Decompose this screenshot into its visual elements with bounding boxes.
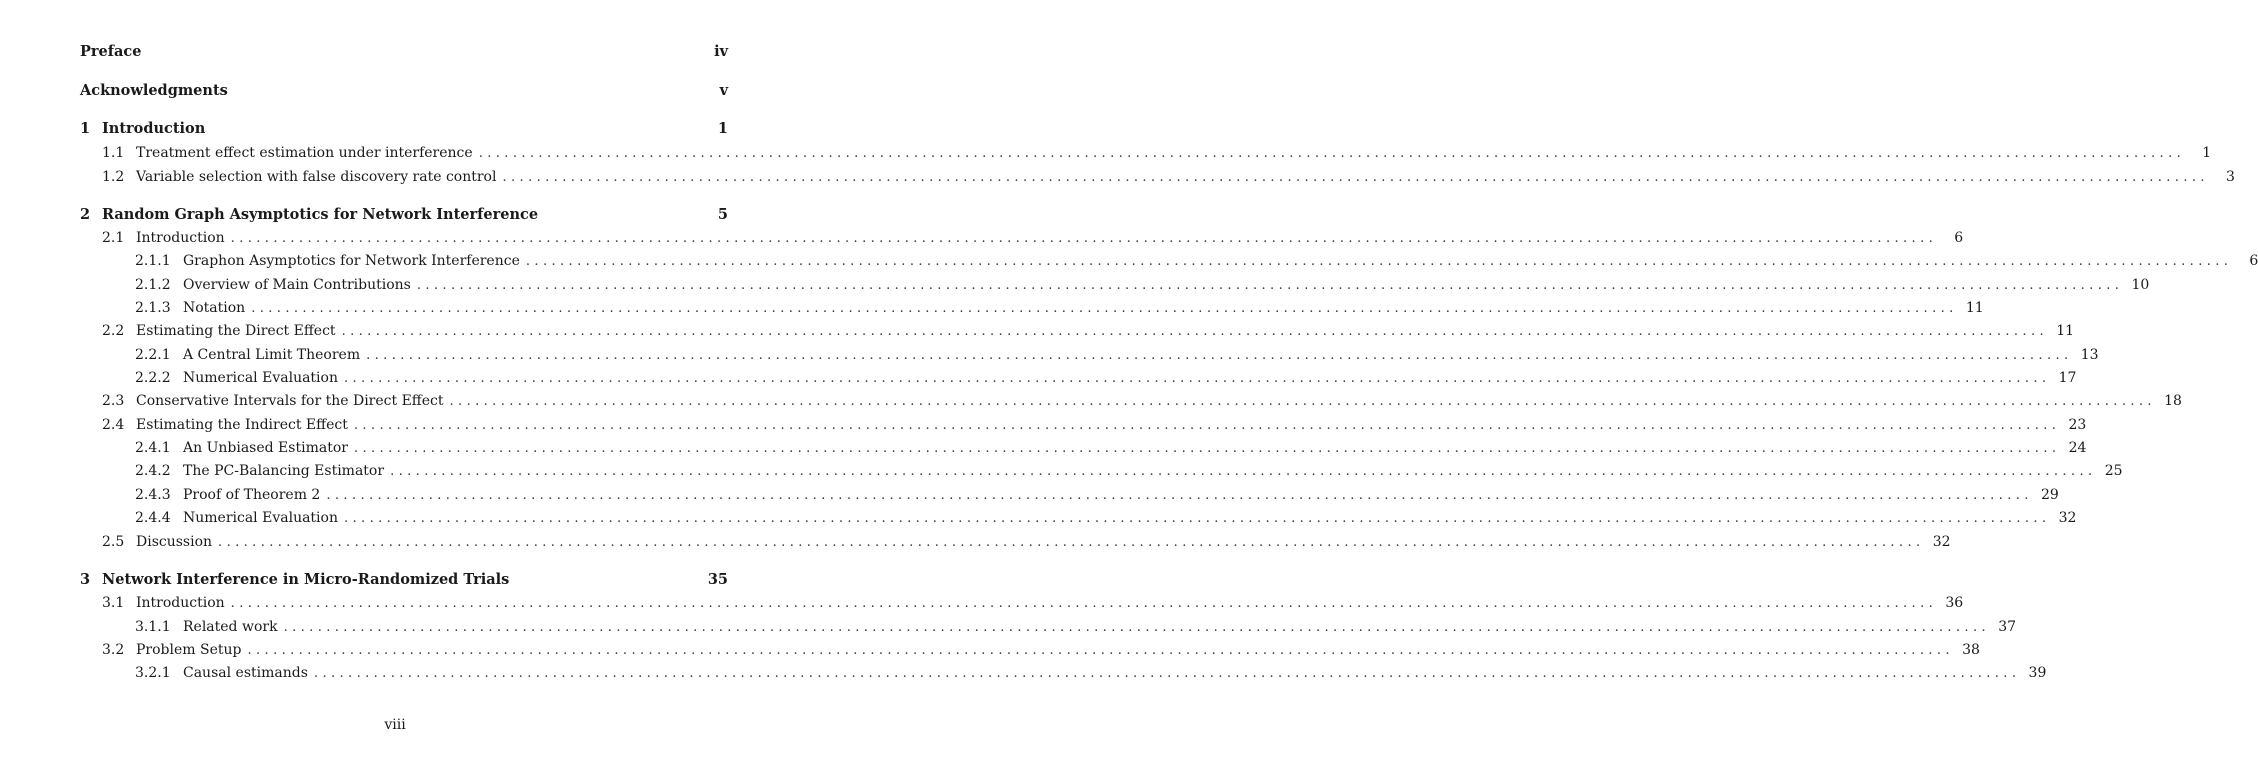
toc-entry-number: 2.4.1 <box>135 440 171 456</box>
toc-entry-number: 3.1 <box>102 595 125 611</box>
toc-entry-title: Overview of Main Contributions <box>183 277 411 293</box>
toc-entry[interactable] <box>80 416 2087 435</box>
dot-leader: ........................................................................................................................................................................................................ <box>390 464 2097 479</box>
toc-entry-page: 32 <box>2058 510 2077 526</box>
dot-leader: ........................................................................................................................................................................................................ <box>313 666 2021 681</box>
toc-entry[interactable] <box>80 486 2059 505</box>
toc-entry-number: 2 <box>80 206 91 223</box>
toc-entry-page: 10 <box>2131 277 2150 293</box>
toc-entry-title: Problem Setup <box>136 642 242 658</box>
toc-entry-title: Related work <box>183 619 278 635</box>
toc-entry[interactable] <box>80 206 728 224</box>
toc-entry-title: A Central Limit Theorem <box>183 347 361 363</box>
dot-leader: ........................................................................................................................................................................................................ <box>416 278 2124 293</box>
toc-entry-number: 2.2.2 <box>135 370 171 386</box>
toc-entry[interactable] <box>80 252 2258 271</box>
toc-entry-number: 3.1.1 <box>135 619 171 635</box>
dot-leader: ........................................................................................................................................................................................................ <box>341 324 2049 339</box>
toc-entry-title: Notation <box>183 300 246 316</box>
toc-entry-page: 11 <box>1965 300 1984 316</box>
toc-entry[interactable] <box>80 299 1984 318</box>
toc-entry-title: Variable selection with false discovery rate control <box>136 169 497 185</box>
toc-entry-title: Numerical Evaluation <box>183 370 338 386</box>
toc-entry-title: Proof of Theorem 2 <box>183 487 321 503</box>
toc-entry-page: 32 <box>1932 534 1951 550</box>
toc-entry-title: Introduction <box>136 230 225 246</box>
toc-entry-page: 5 <box>717 206 728 223</box>
toc-entry-page: 29 <box>2040 487 2059 503</box>
toc-entry-number: 1 <box>80 120 91 137</box>
toc-entry-page: 1 <box>2202 145 2212 161</box>
toc-entry-number: 3.2.1 <box>135 665 171 681</box>
dot-leader: ........................................................................................................................................................................................................ <box>449 394 2156 409</box>
dot-leader: ........................................................................................................................................................................................................ <box>525 254 2233 269</box>
toc-entry[interactable] <box>80 322 2075 341</box>
toc-entry-number: 2.1.2 <box>135 277 171 293</box>
toc-entry-number: 3 <box>80 571 91 588</box>
toc-entry[interactable] <box>80 533 1951 552</box>
toc-entry-title: Network Interference in Micro-Randomized Trials <box>102 571 510 588</box>
toc-entry[interactable] <box>80 509 2077 528</box>
toc-entry-page: 38 <box>1962 642 1980 658</box>
toc-entry-page: 37 <box>1998 619 2017 635</box>
toc-entry-page: 36 <box>1945 595 1964 611</box>
toc-entry-title: Graphon Asymptotics for Network Interference <box>183 253 520 269</box>
toc-entry-number: 1.1 <box>102 145 125 161</box>
dot-leader: ........................................................................................................................................................................................................ <box>366 348 2073 363</box>
dot-leader: ........................................................................................................................................................................................................ <box>230 231 1938 246</box>
dot-leader: ........................................................................................................................................................................................................ <box>343 511 2051 526</box>
dot-leader: ........................................................................................................................................................................................................ <box>283 620 1991 635</box>
toc-entry[interactable] <box>80 82 728 100</box>
toc-entry-title: Random Graph Asymptotics for Network Interference <box>102 206 539 223</box>
dot-leader: ........................................................................................................................................................................................................ <box>502 170 2209 185</box>
toc-entry[interactable] <box>80 462 2123 481</box>
toc-entry[interactable] <box>80 664 2047 683</box>
toc-entry[interactable] <box>80 618 2017 637</box>
toc-entry-number: 2.1.3 <box>135 300 171 316</box>
toc-entry-title: The PC-Balancing Estimator <box>183 463 385 479</box>
toc-entry-number: 2.4.2 <box>135 463 171 479</box>
toc-entry-title: Estimating the Direct Effect <box>136 323 336 339</box>
toc-entry-page: 3 <box>2226 169 2235 185</box>
dot-leader: ........................................................................................................................................................................................................ <box>247 643 1954 658</box>
toc-entry-title: Conservative Intervals for the Direct Effect <box>136 393 444 409</box>
toc-entry[interactable] <box>80 43 728 61</box>
toc-entry-page: 23 <box>2068 417 2087 433</box>
toc-entry[interactable] <box>80 276 2150 295</box>
toc-entry-title: Preface <box>80 43 142 60</box>
toc-entry-number: 2.2.1 <box>135 347 171 363</box>
toc-entry-number: 3.2 <box>102 642 125 658</box>
toc-entry-title: Introduction <box>136 595 225 611</box>
toc-entry-page: 1 <box>717 120 728 137</box>
page-number: viii <box>384 717 406 733</box>
toc-entry-page: 11 <box>2056 323 2075 339</box>
toc-entry[interactable] <box>80 120 728 138</box>
toc-entry[interactable] <box>80 439 2087 458</box>
toc-entry-page: 6 <box>2249 253 2258 269</box>
toc-entry-title: Acknowledgments <box>80 82 228 99</box>
toc-entry-page: 35 <box>707 571 728 588</box>
dot-leader: ........................................................................................................................................................................................................ <box>326 488 2033 503</box>
toc-entry-number: 2.4.3 <box>135 487 171 503</box>
toc-entry-page: 24 <box>2068 440 2087 456</box>
toc-entry-page: 6 <box>1954 230 1964 246</box>
toc-entry[interactable] <box>80 144 2212 163</box>
toc-entry-title: Treatment effect estimation under interference <box>136 145 473 161</box>
dot-leader: ........................................................................................................................................................................................................ <box>218 535 1925 550</box>
toc-entry-title: Introduction <box>102 120 206 137</box>
dot-leader: ........................................................................................................................................................................................................ <box>343 371 2051 386</box>
toc-entry-title: Discussion <box>136 534 213 550</box>
toc-entry-number: 2.2 <box>102 323 125 339</box>
toc-entry-number: 2.4 <box>102 417 125 433</box>
toc-entry-title: Numerical Evaluation <box>183 510 338 526</box>
toc-entry-number: 2.1 <box>102 230 125 246</box>
toc-entry-title: Estimating the Indirect Effect <box>136 417 348 433</box>
toc-entry[interactable] <box>80 229 1964 248</box>
dot-leader: ........................................................................................................................................................................................................ <box>353 441 2061 456</box>
toc-entry[interactable] <box>80 369 2077 388</box>
toc-entry[interactable] <box>80 641 1980 660</box>
toc-entry-number: 2.5 <box>102 534 125 550</box>
toc-entry-number: 2.3 <box>102 393 125 409</box>
toc-entry-number: 1.2 <box>102 169 125 185</box>
dot-leader: ........................................................................................................................................................................................................ <box>251 301 1958 316</box>
toc-entry-number: 2.4.4 <box>135 510 171 526</box>
toc-entry-title: An Unbiased Estimator <box>183 440 348 456</box>
toc-entry-page: 13 <box>2080 347 2099 363</box>
toc-entry-page: 18 <box>2164 393 2182 409</box>
dot-leader: ........................................................................................................................................................................................................ <box>353 418 2061 433</box>
toc-entry[interactable] <box>80 571 728 589</box>
toc-entry-page: 39 <box>2028 665 2047 681</box>
toc-entry[interactable] <box>80 168 2235 187</box>
dot-leader: ........................................................................................................................................................................................................ <box>478 146 2186 161</box>
toc-entry[interactable] <box>80 346 2099 365</box>
toc-entry-page: 17 <box>2058 370 2077 386</box>
dot-leader: ........................................................................................................................................................................................................ <box>230 596 1938 611</box>
toc-entry-number: 2.1.1 <box>135 253 171 269</box>
toc-entry-page: v <box>719 82 728 99</box>
toc-entry-page: 25 <box>2104 463 2123 479</box>
toc-entry-title: Causal estimands <box>183 665 308 681</box>
toc-entry[interactable] <box>80 594 1964 613</box>
toc-entry[interactable] <box>80 392 2182 411</box>
toc-entry-page: iv <box>714 43 728 60</box>
